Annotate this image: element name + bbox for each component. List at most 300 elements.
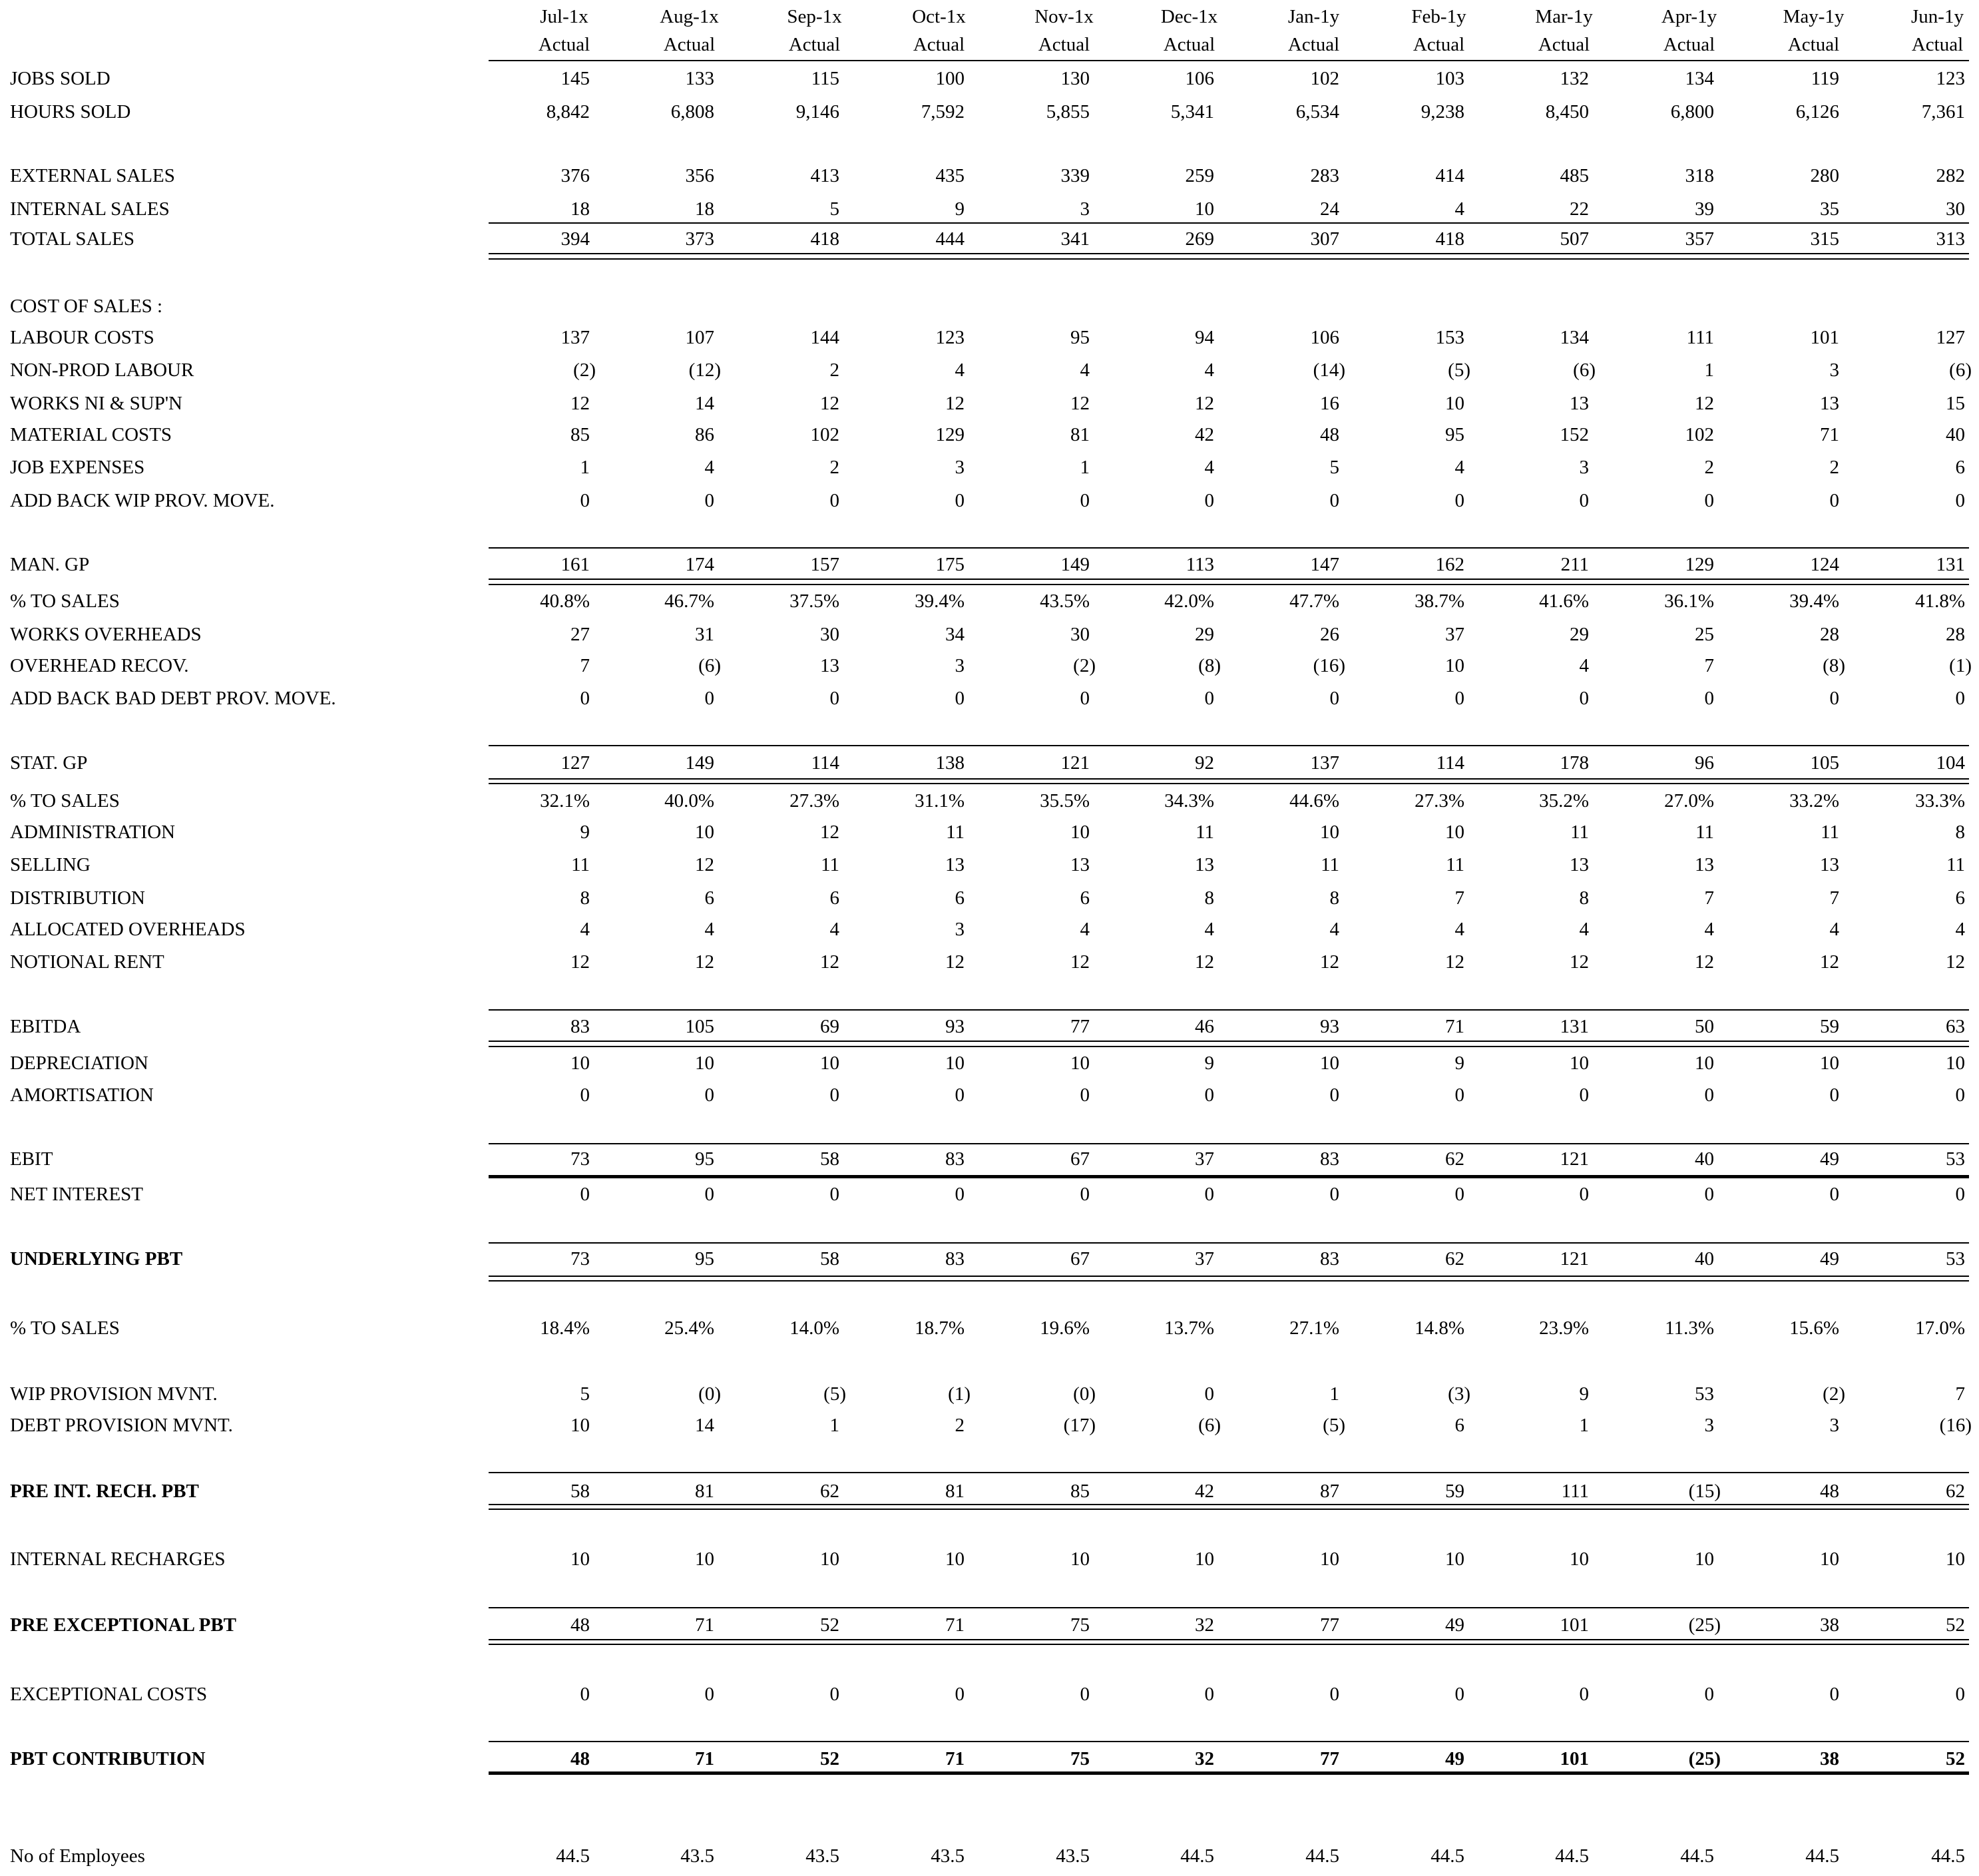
value-cell: 59 [1820,1016,1839,1037]
value-cell: 7 [1955,1383,1965,1405]
value-cell: 211 [1560,554,1589,575]
value-cell: 4 [580,919,590,940]
value-cell: 37 [1195,1248,1214,1270]
value-cell: (5) [823,1383,846,1405]
value-cell: 0 [829,1084,839,1106]
row-label: NOTIONAL RENT [10,951,164,973]
value-cell: 31 [695,624,714,645]
value-cell: 62 [1445,1148,1464,1170]
value-cell: 10 [695,1548,714,1570]
value-cell: (14) [1313,359,1345,381]
value-cell: 0 [1204,1184,1214,1205]
value-cell: 129 [935,424,965,445]
value-cell: 11 [1196,821,1214,843]
value-cell: 339 [1060,165,1090,186]
value-cell: 4 [1704,919,1714,940]
value-cell: 18 [695,198,714,220]
value-cell: 13 [1820,854,1839,875]
value-cell: 153 [1435,327,1464,348]
value-cell: 71 [945,1748,965,1769]
row-label: % TO SALES [10,590,120,612]
value-cell: 25 [1695,624,1714,645]
value-cell: 0 [1329,1184,1339,1205]
value-cell: 10 [695,1053,714,1074]
row-label: AMORTISATION [10,1084,154,1106]
row-label: WORKS NI & SUP'N [10,393,183,414]
value-cell: 37 [1195,1148,1214,1170]
value-cell: 10 [945,1548,965,1570]
value-cell: 41.6% [1539,590,1589,612]
value-cell: 0 [1704,1684,1714,1705]
column-month-header: Nov-1x [1034,6,1094,27]
value-cell: 49 [1445,1748,1464,1769]
value-cell: 376 [560,165,590,186]
value-cell: 6 [1454,1415,1464,1436]
value-cell: 8,842 [546,101,590,122]
value-cell: 10 [1946,1548,1965,1570]
value-cell: 42 [1195,1481,1214,1502]
value-cell: 131 [1560,1016,1589,1037]
value-cell: 44.5 [1931,1845,1965,1867]
value-cell: 59 [1445,1481,1464,1502]
value-cell: 11 [1446,854,1464,875]
column-basis-header: Actual [663,34,716,55]
underline-rule [489,60,1969,61]
value-cell: 105 [1810,752,1839,774]
value-cell: 62 [820,1481,839,1502]
value-cell: 8,450 [1545,101,1589,122]
value-cell: 11 [946,821,965,843]
column-basis-header: Actual [1538,34,1590,55]
value-cell: 52 [1946,1748,1965,1769]
value-cell: (6) [698,655,721,676]
value-cell: 174 [685,554,714,575]
column-month-header: Dec-1x [1160,6,1218,27]
value-cell: 10 [1445,655,1464,676]
value-cell: 87 [1320,1481,1339,1502]
value-cell: 2 [955,1415,965,1436]
value-cell: 15 [1946,393,1965,414]
value-cell: 44.6% [1289,790,1339,812]
value-cell: 0 [1080,688,1090,709]
value-cell: 106 [1185,68,1214,89]
value-cell: 4 [1204,919,1214,940]
value-cell: 12 [1195,393,1214,414]
value-cell: 4 [1454,457,1464,478]
row-label: ADD BACK WIP PROV. MOVE. [10,490,275,511]
value-cell: 10 [1445,1548,1464,1570]
underline-rule [489,778,1969,780]
value-cell: 4 [1329,919,1339,940]
value-cell: 11.3% [1665,1317,1714,1339]
value-cell: 28 [1946,624,1965,645]
value-cell: 0 [1955,1084,1965,1106]
value-cell: 8 [1579,887,1589,909]
underline-rule [489,579,1969,580]
value-cell: 12 [1820,951,1839,973]
column-basis-header: Actual [788,34,841,55]
value-cell: 49 [1820,1248,1839,1270]
value-cell: 0 [1204,1084,1214,1106]
value-cell: 0 [829,1184,839,1205]
value-cell: 10 [570,1415,590,1436]
value-cell: 4 [704,457,714,478]
value-cell: 282 [1936,165,1965,186]
value-cell: 121 [1560,1248,1589,1270]
underline-rule [489,1009,1969,1011]
value-cell: 38.7% [1415,590,1464,612]
value-cell: (0) [1073,1383,1096,1405]
value-cell: 127 [560,752,590,774]
value-cell: 147 [1310,554,1339,575]
column-month-header: Feb-1y [1411,6,1466,27]
row-label: DEPRECIATION [10,1053,148,1074]
value-cell: 10 [1445,393,1464,414]
column-month-header: Jan-1y [1287,6,1340,27]
value-cell: 4 [1080,359,1090,381]
value-cell: 6,534 [1295,101,1339,122]
value-cell: 1 [829,1415,839,1436]
column-basis-header: Actual [538,34,590,55]
value-cell: 3 [1579,457,1589,478]
row-label: NON-PROD LABOUR [10,359,194,381]
value-cell: 307 [1310,228,1339,250]
value-cell: 134 [1560,327,1589,348]
value-cell: 3 [1829,1415,1839,1436]
value-cell: 485 [1560,165,1589,186]
value-cell: 35.5% [1040,790,1090,812]
value-cell: 134 [1685,68,1714,89]
value-cell: 137 [1310,752,1339,774]
value-cell: 39 [1695,198,1714,220]
value-cell: 49 [1820,1148,1839,1170]
value-cell: 62 [1445,1248,1464,1270]
value-cell: 418 [810,228,839,250]
value-cell: 4 [955,359,965,381]
underline-rule [489,547,1969,549]
value-cell: 52 [820,1614,839,1636]
value-cell: 0 [704,1684,714,1705]
row-label: PBT CONTRIBUTION [10,1748,206,1769]
value-cell: 0 [1329,1684,1339,1705]
value-cell: 12 [695,854,714,875]
value-cell: 0 [1579,688,1589,709]
column-month-header: Aug-1x [660,6,719,27]
row-label: WIP PROVISION MVNT. [10,1383,218,1405]
value-cell: 9 [580,821,590,843]
value-cell: 12 [945,393,965,414]
value-cell: 53 [1695,1383,1714,1405]
value-cell: 507 [1560,228,1589,250]
value-cell: 0 [955,1684,965,1705]
column-basis-header: Actual [1787,34,1840,55]
value-cell: 10 [695,821,714,843]
underline-rule [489,745,1969,746]
row-label: INTERNAL SALES [10,198,170,220]
underline-rule [489,584,1969,585]
value-cell: 5 [829,198,839,220]
underline-rule [489,1143,1969,1144]
value-cell: 83 [945,1248,965,1270]
value-cell: 35 [1820,198,1839,220]
column-basis-header: Actual [1413,34,1465,55]
underline-rule [489,1741,1969,1742]
value-cell: 73 [570,1148,590,1170]
value-cell: 10 [1695,1053,1714,1074]
value-cell: 18.7% [915,1317,965,1339]
value-cell: 58 [820,1248,839,1270]
value-cell: 43.5 [1056,1845,1090,1867]
value-cell: 77 [1320,1748,1339,1769]
value-cell: 12 [1570,951,1589,973]
row-label: ALLOCATED OVERHEADS [10,919,246,940]
row-label: STAT. GP [10,752,88,774]
value-cell: 52 [820,1748,839,1769]
value-cell: 40.8% [540,590,590,612]
value-cell: 83 [945,1148,965,1170]
value-cell: 10 [1570,1548,1589,1570]
value-cell: 259 [1185,165,1214,186]
column-month-header: Mar-1y [1535,6,1593,27]
value-cell: 3 [1080,198,1090,220]
value-cell: (16) [1939,1415,1972,1436]
value-cell: 96 [1695,752,1714,774]
row-label: ADD BACK BAD DEBT PROV. MOVE. [10,688,336,709]
value-cell: 0 [1955,1684,1965,1705]
value-cell: 27.1% [1289,1317,1339,1339]
value-cell: 119 [1811,68,1839,89]
value-cell: 13 [1570,854,1589,875]
value-cell: 341 [1060,228,1090,250]
value-cell: 46 [1195,1016,1214,1037]
value-cell: 4 [829,919,839,940]
value-cell: 0 [955,490,965,511]
value-cell: 102 [810,424,839,445]
value-cell: (25) [1688,1748,1721,1769]
value-cell: 0 [1579,1184,1589,1205]
value-cell: 9 [955,198,965,220]
underline-rule [489,1472,1969,1473]
value-cell: 18.4% [540,1317,590,1339]
value-cell: 86 [695,424,714,445]
value-cell: 132 [1560,68,1589,89]
value-cell: 101 [1810,327,1839,348]
value-cell: 12 [820,951,839,973]
value-cell: 11 [1695,821,1714,843]
value-cell: 10 [1820,1053,1839,1074]
row-label: DISTRIBUTION [10,887,145,909]
value-cell: 8 [1329,887,1339,909]
value-cell: 0 [1454,1184,1464,1205]
value-cell: 6 [704,887,714,909]
column-month-header: Jun-1y [1911,6,1964,27]
value-cell: (6) [1573,359,1596,381]
value-cell: 12 [1070,393,1090,414]
value-cell: 75 [1070,1748,1090,1769]
value-cell: 13 [1695,854,1714,875]
value-cell: 16 [1320,393,1339,414]
value-cell: 435 [935,165,965,186]
value-cell: 12 [1070,951,1090,973]
value-cell: 115 [811,68,839,89]
value-cell: 6 [829,887,839,909]
column-month-header: Sep-1x [787,6,842,27]
value-cell: 18 [570,198,590,220]
value-cell: 0 [1454,1684,1464,1705]
value-cell: 27 [570,624,590,645]
row-label: EBIT [10,1148,53,1170]
value-cell: 41.8% [1915,590,1965,612]
value-cell: (25) [1688,1614,1721,1636]
row-label: PRE INT. RECH. PBT [10,1481,199,1502]
value-cell: 43.5 [805,1845,839,1867]
value-cell: 356 [685,165,714,186]
value-cell: 4 [1579,655,1589,676]
value-cell: 7,592 [921,101,965,122]
value-cell: 71 [1445,1016,1464,1037]
value-cell: 3 [955,457,965,478]
value-cell: (15) [1688,1481,1721,1502]
value-cell: 13.7% [1164,1317,1214,1339]
value-cell: (2) [573,359,596,381]
value-cell: 33.3% [1915,790,1965,812]
underline-rule [489,222,1969,224]
value-cell: 318 [1685,165,1714,186]
value-cell: 3 [955,655,965,676]
value-cell: 3 [1704,1415,1714,1436]
value-cell: 12 [570,393,590,414]
value-cell: 106 [1310,327,1339,348]
value-cell: 42 [1195,424,1214,445]
underline-rule [489,258,1969,260]
value-cell: 0 [829,688,839,709]
value-cell: 27.0% [1664,790,1714,812]
value-cell: 0 [704,490,714,511]
value-cell: 29 [1570,624,1589,645]
value-cell: 30 [1946,198,1965,220]
value-cell: 0 [1955,1184,1965,1205]
underline-rule [489,1041,1969,1042]
value-cell: 12 [1695,393,1714,414]
value-cell: 11 [1570,821,1589,843]
value-cell: 33.2% [1789,790,1839,812]
value-cell: 44.5 [1430,1845,1464,1867]
value-cell: 0 [955,1184,965,1205]
row-label: WORKS OVERHEADS [10,624,202,645]
value-cell: 315 [1810,228,1839,250]
column-basis-header: Actual [1287,34,1340,55]
value-cell: 414 [1435,165,1464,186]
value-cell: 77 [1070,1016,1090,1037]
value-cell: 10 [945,1053,965,1074]
value-cell: 19.6% [1040,1317,1090,1339]
value-cell: 38 [1820,1614,1839,1636]
value-cell: 39.4% [1789,590,1839,612]
value-cell: (6) [1198,1415,1221,1436]
value-cell: (5) [1448,359,1470,381]
value-cell: 6,126 [1795,101,1839,122]
value-cell: 14.0% [789,1317,839,1339]
value-cell: 93 [1320,1016,1339,1037]
value-cell: 10 [570,1548,590,1570]
value-cell: 71 [945,1614,965,1636]
value-cell: 50 [1695,1016,1714,1037]
value-cell: 12 [1946,951,1965,973]
value-cell: 0 [1704,1184,1714,1205]
value-cell: 10 [1946,1053,1965,1074]
row-label: LABOUR COSTS [10,327,154,348]
row-label: DEBT PROVISION MVNT. [10,1415,233,1436]
value-cell: 0 [580,1184,590,1205]
value-cell: 26 [1320,624,1339,645]
column-month-header: Jul-1x [540,6,588,27]
value-cell: 30 [820,624,839,645]
value-cell: 107 [685,327,714,348]
value-cell: 40 [1946,424,1965,445]
value-cell: 269 [1185,228,1214,250]
value-cell: 0 [1204,688,1214,709]
underline-rule [489,1280,1969,1282]
value-cell: 48 [1820,1481,1839,1502]
value-cell: 25.4% [664,1317,714,1339]
underline-rule [489,1046,1969,1047]
column-basis-header: Actual [913,34,965,55]
value-cell: 12 [1195,951,1214,973]
value-cell: 13 [1195,854,1214,875]
value-cell: 10 [1320,1548,1339,1570]
value-cell: 0 [1329,688,1339,709]
value-cell: 0 [1829,1084,1839,1106]
value-cell: 114 [811,752,839,774]
value-cell: (3) [1448,1383,1470,1405]
value-cell: 124 [1810,554,1839,575]
value-cell: (2) [1823,1383,1845,1405]
value-cell: 0 [1204,490,1214,511]
value-cell: 14 [695,393,714,414]
value-cell: 12 [1445,951,1464,973]
value-cell: 52 [1946,1614,1965,1636]
value-cell: 8 [580,887,590,909]
value-cell: 0 [955,688,965,709]
value-cell: 0 [1579,490,1589,511]
value-cell: (16) [1313,655,1345,676]
value-cell: 44.5 [1805,1845,1839,1867]
value-cell: 280 [1810,165,1839,186]
value-cell: 0 [1704,688,1714,709]
value-cell: 12 [570,951,590,973]
value-cell: 4 [1204,457,1214,478]
value-cell: 11 [1821,821,1839,843]
value-cell: 111 [1686,327,1714,348]
value-cell: 81 [695,1481,714,1502]
value-cell: 10 [820,1548,839,1570]
row-label: EBITDA [10,1016,81,1037]
value-cell: 73 [570,1248,590,1270]
value-cell: 104 [1936,752,1965,774]
value-cell: 0 [1579,1684,1589,1705]
value-cell: 4 [1829,919,1839,940]
value-cell: 123 [935,327,965,348]
value-cell: 12 [1695,951,1714,973]
value-cell: 0 [1080,1084,1090,1106]
row-label: ADMINISTRATION [10,821,176,843]
value-cell: 4 [1454,198,1464,220]
value-cell: 4 [704,919,714,940]
value-cell: 13 [1820,393,1839,414]
value-cell: 10 [1195,1548,1214,1570]
value-cell: 32 [1195,1748,1214,1769]
value-cell: 4 [1080,919,1090,940]
